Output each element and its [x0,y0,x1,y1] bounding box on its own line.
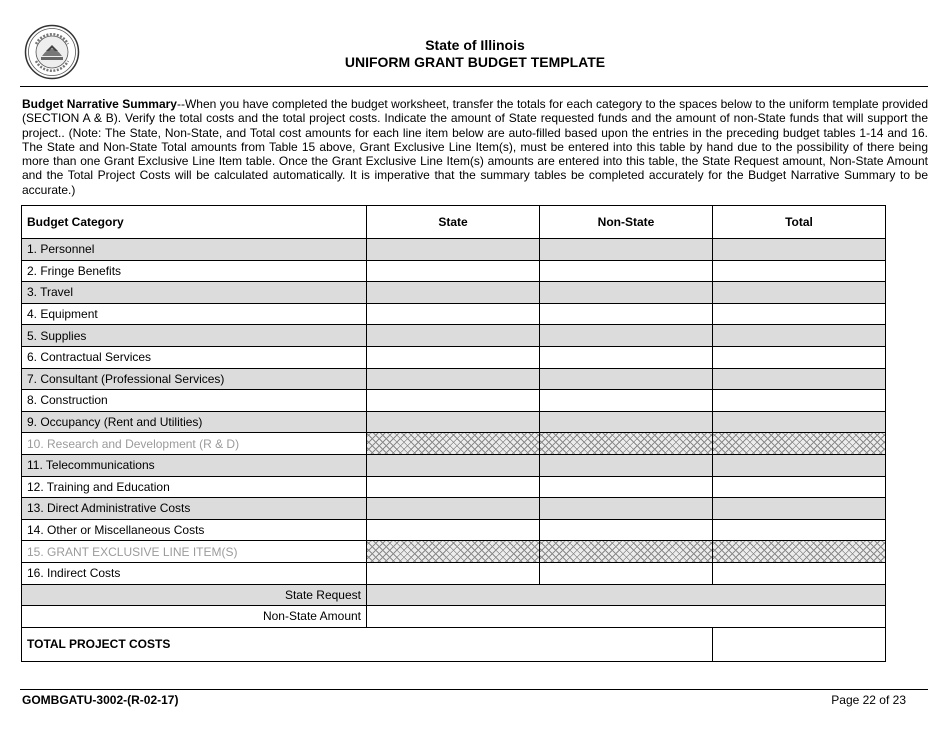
state-cell[interactable] [367,303,540,325]
state-cell[interactable] [367,519,540,541]
header-state: State [367,206,540,239]
row-label: 7. Consultant (Professional Services) [22,368,367,390]
budget-narrative-summary [22,97,928,197]
row-label: 14. Other or Miscellaneous Costs [22,519,367,541]
table-row [22,519,886,541]
row-label: 12. Training and Education [22,476,367,498]
total-cell-disabled [713,433,886,455]
state-cell-disabled [367,433,540,455]
non-state-cell[interactable] [540,454,713,476]
table-row [22,368,886,390]
total-cell[interactable] [713,476,886,498]
state-cell[interactable] [367,562,540,584]
total-cell[interactable] [713,282,886,304]
non-state-cell[interactable] [540,519,713,541]
state-cell[interactable] [367,325,540,347]
total-project-costs-label: TOTAL PROJECT COSTS [22,627,713,661]
non-state-cell[interactable] [540,239,713,261]
non-state-amount-label: Non-State Amount [22,606,367,628]
total-cell-disabled [713,541,886,563]
table-row [22,411,886,433]
non-state-cell[interactable] [540,325,713,347]
non-state-cell[interactable] [540,260,713,282]
total-cell[interactable] [713,390,886,412]
table-row [22,346,886,368]
non-state-cell[interactable] [540,476,713,498]
total-cell[interactable] [713,325,886,347]
state-cell[interactable] [367,260,540,282]
row-label: 9. Occupancy (Rent and Utilities) [22,411,367,433]
row-label: 1. Personnel [22,239,367,261]
total-cell[interactable] [713,454,886,476]
header-total: Total [713,206,886,239]
non-state-cell[interactable] [540,411,713,433]
row-label: 2. Fringe Benefits [22,260,367,282]
table-row [22,325,886,347]
state-cell[interactable] [367,239,540,261]
header-divider [20,86,928,87]
state-request-row [22,584,886,606]
narrative-lead: Budget Narrative Summary [22,97,177,111]
total-cell[interactable] [713,368,886,390]
non-state-cell-disabled [540,541,713,563]
row-label: 15. GRANT EXCLUSIVE LINE ITEM(S) [22,541,367,563]
state-cell[interactable] [367,498,540,520]
total-cell[interactable] [713,260,886,282]
non-state-cell[interactable] [540,562,713,584]
total-project-costs-value[interactable] [713,627,886,661]
total-cell[interactable] [713,303,886,325]
row-label: 13. Direct Administrative Costs [22,498,367,520]
state-cell[interactable] [367,346,540,368]
page-number: Page 22 of 23 [831,693,906,707]
state-cell-disabled [367,541,540,563]
row-label: 6. Contractual Services [22,346,367,368]
non-state-cell[interactable] [540,282,713,304]
state-request-label: State Request [22,584,367,606]
row-label: 8. Construction [22,390,367,412]
row-label: 3. Travel [22,282,367,304]
non-state-cell[interactable] [540,303,713,325]
total-cell[interactable] [713,519,886,541]
total-cell[interactable] [713,562,886,584]
non-state-amount-value[interactable] [367,606,886,628]
page-title: UNIFORM GRANT BUDGET TEMPLATE [344,54,606,70]
row-label: 4. Equipment [22,303,367,325]
header-budget-category: Budget Category [22,206,367,239]
row-label: 5. Supplies [22,325,367,347]
total-project-costs-row [22,627,886,661]
table-row-disabled [22,433,886,455]
table-row [22,239,886,261]
non-state-cell[interactable] [540,346,713,368]
total-cell[interactable] [713,411,886,433]
table-header-row [22,206,886,239]
table-row [22,562,886,584]
table-row [22,390,886,412]
form-id: GOMBGATU-3002-(R-02-17) [22,693,179,707]
table-row-disabled [22,541,886,563]
non-state-cell[interactable] [540,498,713,520]
total-cell[interactable] [713,498,886,520]
row-label: 16. Indirect Costs [22,562,367,584]
footer-divider [20,689,928,690]
non-state-amount-row [22,606,886,628]
state-request-value[interactable] [367,584,886,606]
table-row [22,476,886,498]
state-cell[interactable] [367,454,540,476]
row-label: 10. Research and Development (R & D) [22,433,367,455]
table-row [22,454,886,476]
state-cell[interactable] [367,368,540,390]
narrative-text: --When you have completed the budget worksheet, transfer the totals for each category to the spaces below to the uniform template provided (SECTION A & B). Verify the total costs and the total project costs. Indicate the amount of State requested funds and the amount of non-State funds that will support the project.. (Note: The State, Non-State, and Total cost amounts for each line item below are auto-filled based upon the entries in the preceding budget tables 1-14 and 16. The State and Non-State Total amounts from Table 15 above, Grant Exclusive Line Item(s), must be entered into this table by hand due to the possibility of there being more than one Grant Exclusive Line Item table. Once the Grant Exclusive Line Item(s) amounts are entered into this table, the State Request amount, Non-State Amount and the Total Project Costs will be calculated automatically. It is imperative that the summary tables be completed accurately for the Budget Narrative Summary to be accurate.) [22,97,928,197]
non-state-cell[interactable] [540,390,713,412]
non-state-cell-disabled [540,433,713,455]
header-non-state: Non-State [540,206,713,239]
state-cell[interactable] [367,411,540,433]
state-title: State of Illinois [425,37,525,53]
non-state-cell[interactable] [540,368,713,390]
table-row [22,282,886,304]
table-row [22,260,886,282]
state-cell[interactable] [367,282,540,304]
state-cell[interactable] [367,476,540,498]
total-cell[interactable] [713,346,886,368]
state-cell[interactable] [367,390,540,412]
total-cell[interactable] [713,239,886,261]
table-row [22,303,886,325]
budget-summary-table [21,205,886,662]
table-row [22,498,886,520]
row-label: 11. Telecommunications [22,454,367,476]
